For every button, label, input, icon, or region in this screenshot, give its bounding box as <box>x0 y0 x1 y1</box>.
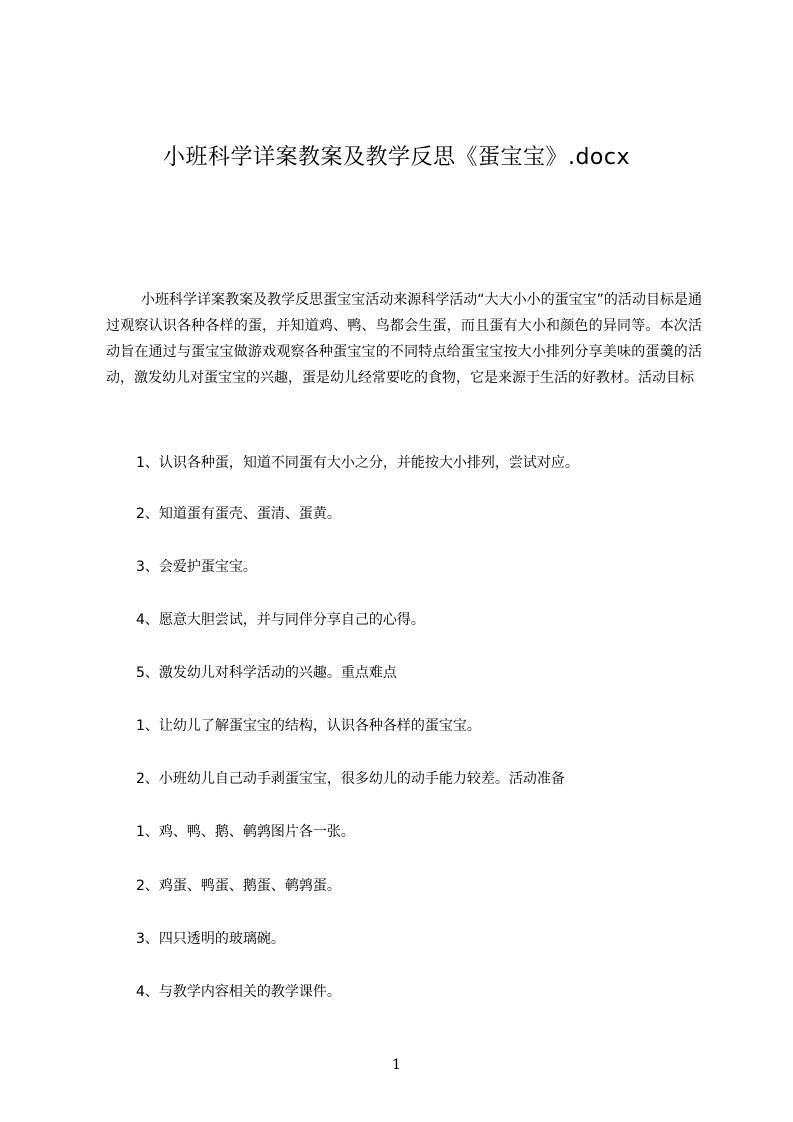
list-item: 2、知道蛋有蛋壳、蛋清、蛋黄。 <box>136 506 341 522</box>
list-item: 3、会爱护蛋宝宝。 <box>136 559 257 575</box>
list-item: 1、认识各种蛋，知道不同蛋有大小之分，并能按大小排列，尝试对应。 <box>136 455 579 471</box>
list-item: 2、鸡蛋、鸭蛋、鹅蛋、鹌鹑蛋。 <box>136 878 341 894</box>
document-title: 小班科学详案教案及教学反思《蛋宝宝》.docx <box>162 145 631 170</box>
list-item: 2、小班幼儿自己动手剥蛋宝宝，很多幼儿的动手能力较差。活动准备 <box>136 771 565 787</box>
page-number: 1 <box>392 1057 401 1073</box>
list-item: 4、愿意大胆尝试，并与同伴分享自己的心得。 <box>136 612 425 628</box>
list-item: 3、四只透明的玻璃碗。 <box>136 931 285 947</box>
intro-paragraph: 小班科学详案教案及教学反思蛋宝宝活动来源科学活动“大大小小的蛋宝宝”的活动目标是通过观察认识各种各样的蛋，并知道鸡、鸭、鸟都会生蛋，而且蛋有大小和颜色的异同等。本次活动旨在通过与蛋宝宝做游戏观察各种蛋宝宝的不同特点给蛋宝宝按大小排列分享美味的蛋羹的活动，激发幼儿对蛋宝宝的兴趣，蛋是幼儿经常要吃的食物，它是来源于生活的好教材。活动目标 <box>106 292 702 386</box>
list-item: 4、与教学内容相关的教学课件。 <box>136 984 341 1000</box>
list-item: 5、激发幼儿对科学活动的兴趣。重点难点 <box>136 665 397 681</box>
list-item: 1、鸡、鸭、鹅、鹌鹑图片各一张。 <box>136 824 355 840</box>
list-item: 1、让幼儿了解蛋宝宝的结构，认识各种各样的蛋宝宝。 <box>136 718 481 734</box>
